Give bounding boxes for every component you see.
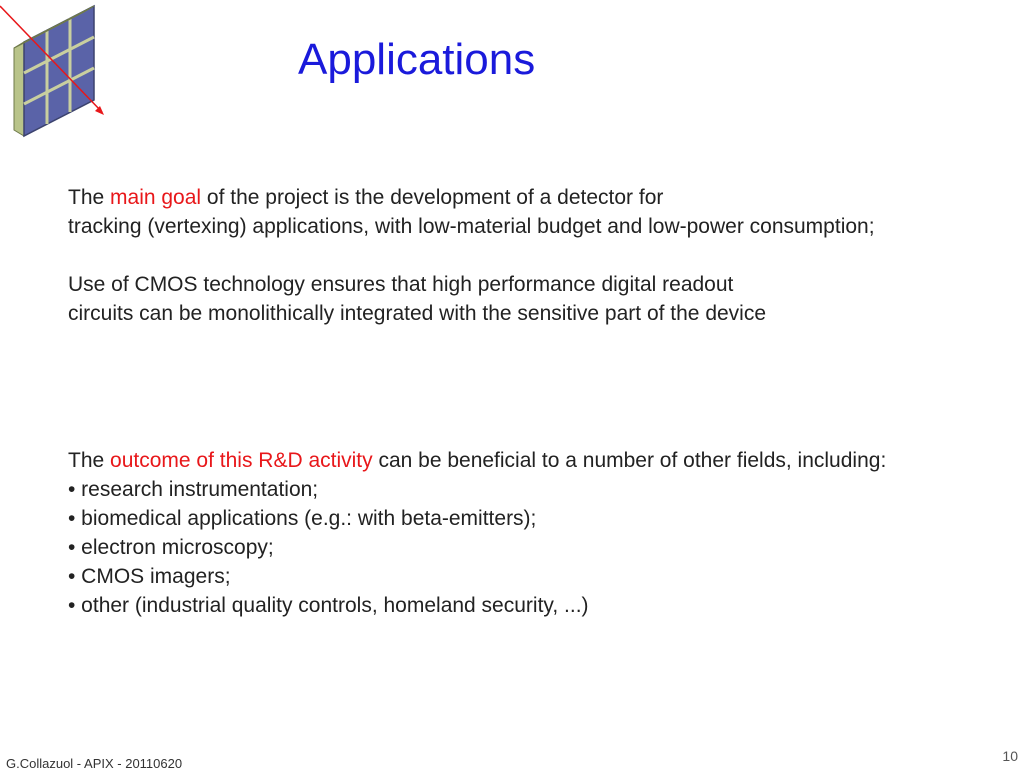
paragraph1-line2: tracking (vertexing) applications, with low-material budget and low-power consumption; [68, 215, 875, 238]
list-item: • biomedical applications (e.g.: with beta-emitters); [68, 507, 537, 530]
paragraph3-pre: The [68, 449, 111, 472]
page-number: 10 [1002, 748, 1018, 764]
list-item: • CMOS imagers; [68, 565, 231, 588]
outcome-intro [68, 446, 886, 475]
outcome-highlight: outcome of this R&D activity [110, 449, 373, 472]
pixel-detector-module-icon [0, 0, 112, 142]
paragraph2-line1: Use of CMOS technology ensures that high performance digital readout [68, 273, 734, 296]
main-goal-paragraph [68, 183, 875, 241]
list-item: • research instrumentation; [68, 478, 319, 501]
paragraph1-pre: The [68, 186, 111, 209]
slide-title: Applications [298, 35, 536, 84]
paragraph3-post: can be beneficial to a number of other fields, including: [372, 449, 887, 472]
paragraph2-line2: circuits can be monolithically integrated with the sensitive part of the device [68, 302, 767, 325]
outcome-paragraph [68, 446, 886, 620]
footer-author: G.Collazuol - APIX - 20110620 [6, 756, 183, 771]
list-item: • other (industrial quality controls, homeland security, ...) [68, 594, 589, 617]
cmos-paragraph [68, 270, 766, 328]
paragraph1-line1-post: of the project is the development of a detector for [201, 186, 664, 209]
list-item: • electron microscopy; [68, 536, 274, 559]
applications-list [68, 475, 886, 620]
main-goal-highlight: main goal [110, 186, 202, 209]
